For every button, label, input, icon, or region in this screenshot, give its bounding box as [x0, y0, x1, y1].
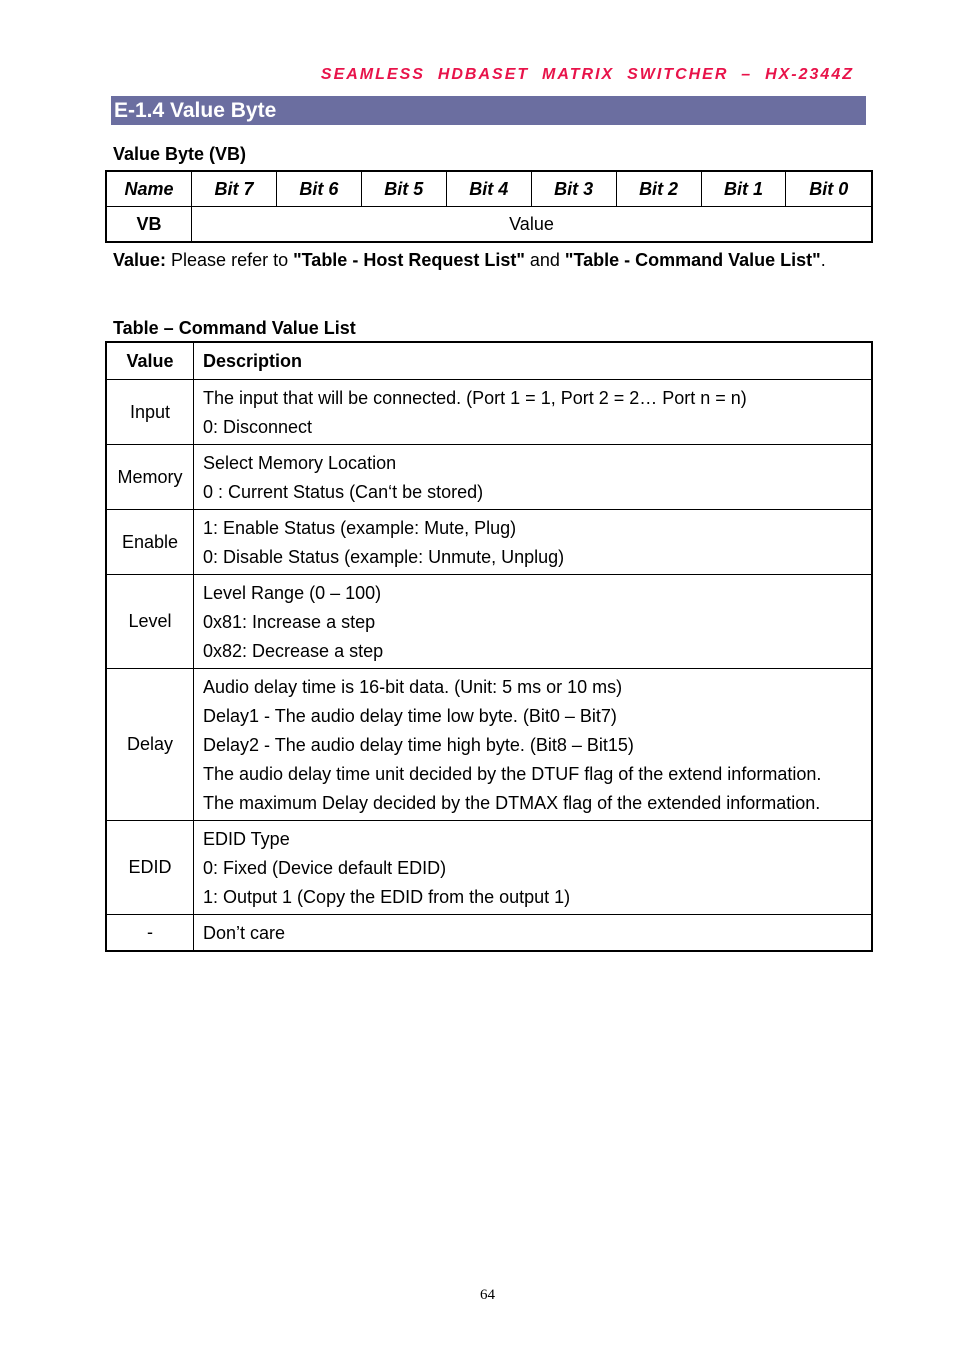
- cmd-table-caption: Table – Command Value List: [113, 318, 356, 338]
- table-row: [106, 510, 872, 575]
- description-line: 0: Fixed (Device default EDID): [203, 858, 447, 878]
- vb-header-bit4: Bit 4: [446, 171, 531, 207]
- table-row: [106, 821, 872, 915]
- table-row: [106, 915, 872, 952]
- vb-row-name: VB: [106, 207, 192, 243]
- cmd-row-value: Level: [106, 575, 194, 669]
- command-value-table: [105, 341, 873, 952]
- cmd-row-value: Enable: [106, 510, 194, 575]
- table-row: [106, 669, 872, 821]
- cmd-row-description: [194, 575, 873, 669]
- cmd-row-value: EDID: [106, 821, 194, 915]
- description-line: 0x81: Increase a step: [203, 612, 376, 632]
- vb-table-caption: Value Byte (VB): [113, 144, 247, 164]
- vb-header-bit0: Bit 0: [786, 171, 872, 207]
- description-line: Level Range (0 – 100): [203, 583, 382, 603]
- cmd-row-description: [194, 821, 873, 915]
- description-line: The audio delay time unit decided by the DTUF flag of the extend information.: [203, 764, 822, 784]
- vb-note-ref-command-value: "Table - Command Value List": [564, 250, 821, 270]
- cmd-row-description: [194, 510, 873, 575]
- description-line: Delay2 - The audio delay time high byte. (Bit8 – Bit15): [203, 735, 634, 755]
- cmd-row-value: Delay: [106, 669, 194, 821]
- vb-header-bit1: Bit 1: [701, 171, 786, 207]
- table-row: [106, 445, 872, 510]
- value-byte-table: [105, 170, 873, 243]
- table-row: [106, 380, 872, 445]
- vb-note-text1: Please refer to: [166, 250, 294, 270]
- vb-note-label: Value:: [113, 250, 167, 270]
- description-line: The maximum Delay decided by the DTMAX flag of the extended information.: [203, 793, 821, 813]
- section-title: E-1.4 Value Byte: [111, 96, 866, 125]
- description-line: 1: Output 1 (Copy the EDID from the output 1): [203, 887, 571, 907]
- description-line: 0: Disable Status (example: Unmute, Unplug): [203, 547, 565, 567]
- cmd-header-row: [106, 342, 872, 380]
- vb-data-row: [106, 207, 872, 243]
- vb-header-row: [106, 171, 872, 207]
- cmd-row-value: Input: [106, 380, 194, 445]
- cmd-header-description: Description: [194, 342, 873, 380]
- vb-reference-note: [113, 250, 826, 271]
- cmd-row-description: [194, 445, 873, 510]
- description-line: The input that will be connected. (Port 1 = 1, Port 2 = 2… Port n = n): [203, 388, 747, 408]
- description-line: Don’t care: [203, 923, 286, 943]
- description-line: Delay1 - The audio delay time low byte. (Bit0 – Bit7): [203, 706, 617, 726]
- vb-header-bit3: Bit 3: [531, 171, 616, 207]
- vb-header-bit2: Bit 2: [616, 171, 701, 207]
- vb-header-bit7: Bit 7: [192, 171, 277, 207]
- vb-row-value: Value: [192, 207, 873, 243]
- cmd-header-value: Value: [106, 342, 194, 380]
- vb-header-name: Name: [106, 171, 192, 207]
- cmd-row-value: Memory: [106, 445, 194, 510]
- vb-header-bit6: Bit 6: [276, 171, 361, 207]
- vb-note-ref-host-request: "Table - Host Request List": [293, 250, 525, 270]
- cmd-row-value: -: [106, 915, 194, 952]
- description-line: 0: Disconnect: [203, 417, 313, 437]
- description-line: 0x82: Decrease a step: [203, 641, 384, 661]
- cmd-row-description: [194, 380, 873, 445]
- document-header: SEAMLESS HDBASET MATRIX SWITCHER – HX-2344Z: [320, 66, 854, 83]
- description-line: EDID Type: [203, 829, 290, 849]
- table-row: [106, 575, 872, 669]
- description-line: 0 : Current Status (Can‘t be stored): [203, 482, 484, 502]
- page-number: 64: [480, 1287, 495, 1303]
- cmd-row-description: [194, 669, 873, 821]
- cmd-table-body: [106, 380, 872, 952]
- vb-note-text2: and: [524, 250, 565, 270]
- vb-note-text3: .: [820, 250, 826, 270]
- description-line: Select Memory Location: [203, 453, 397, 473]
- description-line: 1: Enable Status (example: Mute, Plug): [203, 518, 517, 538]
- cmd-row-description: [194, 915, 873, 952]
- description-line: Audio delay time is 16-bit data. (Unit: 5 ms or 10 ms): [203, 677, 623, 697]
- vb-header-bit5: Bit 5: [361, 171, 446, 207]
